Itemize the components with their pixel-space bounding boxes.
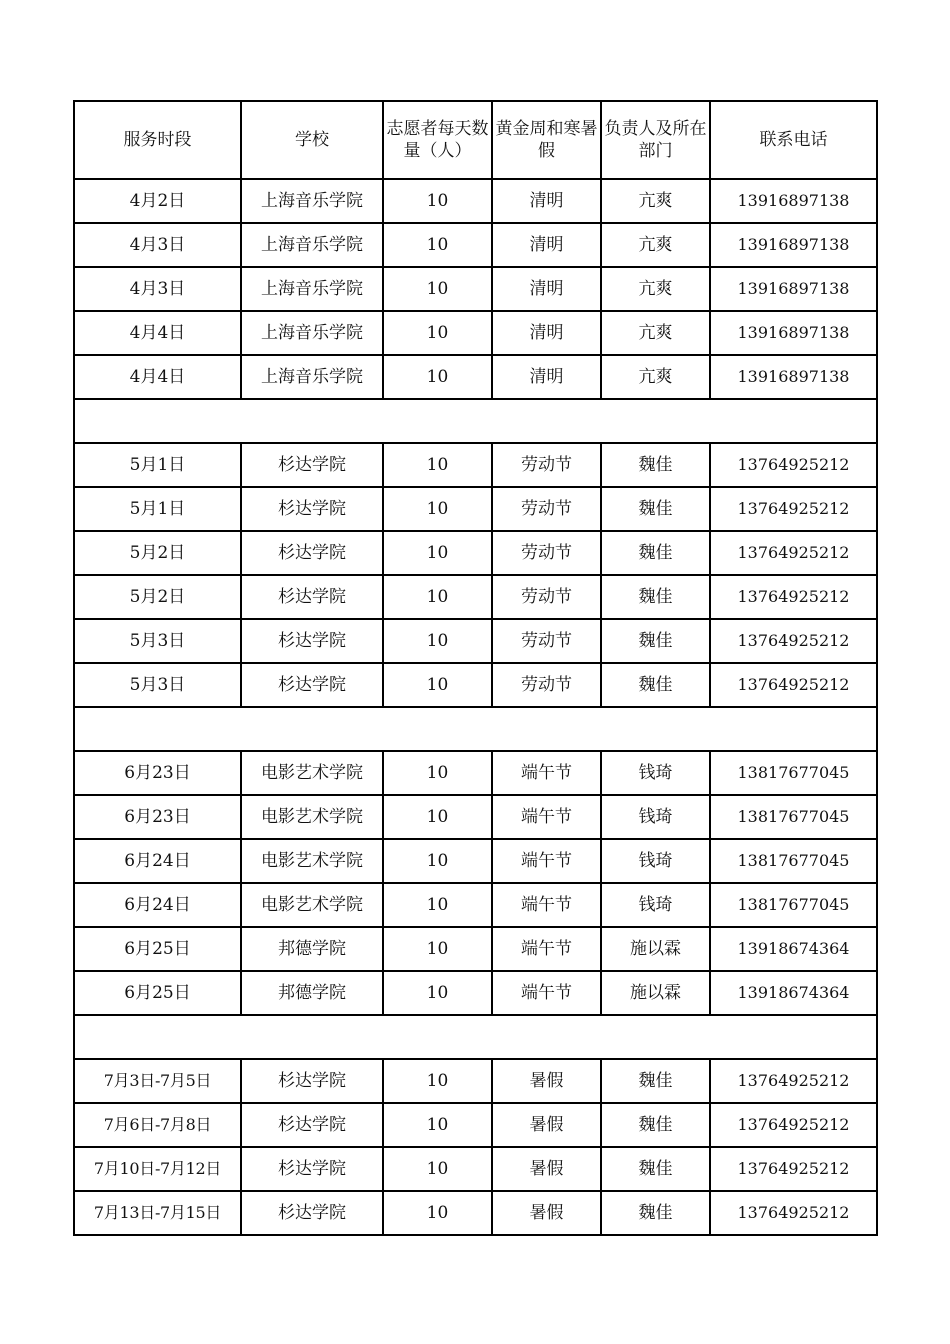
cell-period: 7月6日-7月8日 (74, 1103, 241, 1147)
cell-volunteers: 10 (383, 531, 492, 575)
cell-school: 杉达学院 (241, 1191, 383, 1235)
cell-manager: 钱琦 (601, 839, 710, 883)
table-row (74, 927, 877, 971)
header-period: 服务时段 (74, 101, 241, 179)
cell-period: 4月4日 (74, 355, 241, 399)
cell-manager: 魏佳 (601, 1147, 710, 1191)
cell-holiday: 暑假 (492, 1191, 601, 1235)
cell-phone: 13916897138 (710, 267, 877, 311)
cell-manager: 亢爽 (601, 223, 710, 267)
cell-volunteers: 10 (383, 1059, 492, 1103)
cell-volunteers: 10 (383, 927, 492, 971)
cell-period: 6月23日 (74, 795, 241, 839)
cell-manager: 魏佳 (601, 1103, 710, 1147)
cell-school: 上海音乐学院 (241, 179, 383, 223)
cell-phone: 13817677045 (710, 751, 877, 795)
cell-phone: 13764925212 (710, 443, 877, 487)
cell-school: 上海音乐学院 (241, 311, 383, 355)
cell-period: 7月10日-7月12日 (74, 1147, 241, 1191)
cell-school: 杉达学院 (241, 1059, 383, 1103)
cell-holiday: 端午节 (492, 883, 601, 927)
cell-manager: 施以霖 (601, 971, 710, 1015)
table-body (74, 179, 877, 1235)
table-row (74, 1103, 877, 1147)
cell-volunteers: 10 (383, 663, 492, 707)
cell-period: 4月4日 (74, 311, 241, 355)
cell-holiday: 劳动节 (492, 443, 601, 487)
cell-volunteers: 10 (383, 1191, 492, 1235)
cell-manager: 亢爽 (601, 355, 710, 399)
cell-period: 5月2日 (74, 575, 241, 619)
table-row (74, 443, 877, 487)
table-row (74, 883, 877, 927)
cell-school: 邦德学院 (241, 927, 383, 971)
cell-volunteers: 10 (383, 223, 492, 267)
cell-holiday: 清明 (492, 223, 601, 267)
cell-volunteers: 10 (383, 619, 492, 663)
table-row (74, 575, 877, 619)
cell-phone: 13764925212 (710, 531, 877, 575)
table-row (74, 663, 877, 707)
cell-holiday: 劳动节 (492, 619, 601, 663)
cell-phone: 13817677045 (710, 795, 877, 839)
cell-period: 5月1日 (74, 443, 241, 487)
cell-school: 杉达学院 (241, 1147, 383, 1191)
header-manager: 负责人及所在部门 (601, 101, 710, 179)
cell-holiday: 暑假 (492, 1059, 601, 1103)
cell-school: 杉达学院 (241, 663, 383, 707)
cell-volunteers: 10 (383, 839, 492, 883)
table-row (74, 355, 877, 399)
cell-school: 杉达学院 (241, 531, 383, 575)
cell-volunteers: 10 (383, 487, 492, 531)
cell-school: 电影艺术学院 (241, 839, 383, 883)
cell-phone: 13916897138 (710, 311, 877, 355)
table-row (74, 311, 877, 355)
cell-school: 杉达学院 (241, 443, 383, 487)
group-separator-cell (74, 707, 877, 751)
cell-manager: 施以霖 (601, 927, 710, 971)
cell-volunteers: 10 (383, 267, 492, 311)
table-row (74, 179, 877, 223)
table-row (74, 1147, 877, 1191)
cell-holiday: 清明 (492, 311, 601, 355)
cell-manager: 魏佳 (601, 619, 710, 663)
cell-phone: 13918674364 (710, 971, 877, 1015)
cell-school: 杉达学院 (241, 487, 383, 531)
cell-school: 杉达学院 (241, 619, 383, 663)
header-school: 学校 (241, 101, 383, 179)
cell-manager: 钱琦 (601, 883, 710, 927)
cell-holiday: 劳动节 (492, 663, 601, 707)
cell-holiday: 劳动节 (492, 531, 601, 575)
cell-holiday: 端午节 (492, 927, 601, 971)
cell-manager: 亢爽 (601, 179, 710, 223)
cell-period: 6月23日 (74, 751, 241, 795)
cell-period: 5月3日 (74, 619, 241, 663)
group-separator-cell (74, 399, 877, 443)
cell-period: 5月2日 (74, 531, 241, 575)
cell-holiday: 清明 (492, 179, 601, 223)
cell-manager: 亢爽 (601, 311, 710, 355)
cell-volunteers: 10 (383, 311, 492, 355)
table-row (74, 1059, 877, 1103)
group-separator-row (74, 399, 877, 443)
header-holiday: 黄金周和寒暑假 (492, 101, 601, 179)
cell-school: 邦德学院 (241, 971, 383, 1015)
cell-period: 4月2日 (74, 179, 241, 223)
group-separator-cell (74, 1015, 877, 1059)
header-row (74, 101, 877, 179)
cell-school: 电影艺术学院 (241, 883, 383, 927)
table-row (74, 223, 877, 267)
cell-holiday: 清明 (492, 355, 601, 399)
cell-school: 电影艺术学院 (241, 751, 383, 795)
cell-volunteers: 10 (383, 443, 492, 487)
table-row (74, 839, 877, 883)
cell-school: 电影艺术学院 (241, 795, 383, 839)
table-row (74, 487, 877, 531)
table-row (74, 751, 877, 795)
group-separator-row (74, 707, 877, 751)
cell-phone: 13764925212 (710, 1103, 877, 1147)
group-separator-row (74, 1015, 877, 1059)
cell-holiday: 端午节 (492, 971, 601, 1015)
cell-volunteers: 10 (383, 751, 492, 795)
cell-period: 6月24日 (74, 839, 241, 883)
cell-holiday: 暑假 (492, 1147, 601, 1191)
cell-volunteers: 10 (383, 355, 492, 399)
cell-phone: 13916897138 (710, 223, 877, 267)
cell-manager: 魏佳 (601, 531, 710, 575)
table-row (74, 795, 877, 839)
table-row (74, 1191, 877, 1235)
cell-manager: 魏佳 (601, 1059, 710, 1103)
cell-manager: 魏佳 (601, 663, 710, 707)
cell-period: 6月24日 (74, 883, 241, 927)
volunteer-schedule-table (73, 100, 878, 1236)
table-row (74, 971, 877, 1015)
cell-school: 杉达学院 (241, 575, 383, 619)
cell-phone: 13764925212 (710, 619, 877, 663)
header-phone: 联系电话 (710, 101, 877, 179)
cell-period: 4月3日 (74, 267, 241, 311)
cell-phone: 13764925212 (710, 575, 877, 619)
header-volunteers: 志愿者每天数量（人） (383, 101, 492, 179)
cell-manager: 魏佳 (601, 487, 710, 531)
cell-volunteers: 10 (383, 575, 492, 619)
cell-volunteers: 10 (383, 883, 492, 927)
cell-holiday: 端午节 (492, 751, 601, 795)
cell-phone: 13916897138 (710, 355, 877, 399)
cell-holiday: 端午节 (492, 839, 601, 883)
cell-period: 7月3日-7月5日 (74, 1059, 241, 1103)
cell-school: 上海音乐学院 (241, 267, 383, 311)
cell-phone: 13764925212 (710, 1147, 877, 1191)
cell-volunteers: 10 (383, 1147, 492, 1191)
cell-holiday: 劳动节 (492, 575, 601, 619)
cell-period: 7月13日-7月15日 (74, 1191, 241, 1235)
cell-manager: 钱琦 (601, 795, 710, 839)
cell-manager: 魏佳 (601, 443, 710, 487)
table-row (74, 267, 877, 311)
cell-holiday: 劳动节 (492, 487, 601, 531)
cell-volunteers: 10 (383, 179, 492, 223)
cell-holiday: 清明 (492, 267, 601, 311)
table-row (74, 531, 877, 575)
cell-phone: 13918674364 (710, 927, 877, 971)
cell-period: 6月25日 (74, 927, 241, 971)
cell-school: 杉达学院 (241, 1103, 383, 1147)
cell-manager: 亢爽 (601, 267, 710, 311)
cell-school: 上海音乐学院 (241, 355, 383, 399)
cell-period: 5月1日 (74, 487, 241, 531)
cell-phone: 13817677045 (710, 883, 877, 927)
cell-phone: 13764925212 (710, 663, 877, 707)
cell-manager: 钱琦 (601, 751, 710, 795)
cell-school: 上海音乐学院 (241, 223, 383, 267)
cell-period: 5月3日 (74, 663, 241, 707)
table-row (74, 619, 877, 663)
cell-phone: 13817677045 (710, 839, 877, 883)
cell-volunteers: 10 (383, 795, 492, 839)
cell-phone: 13764925212 (710, 1191, 877, 1235)
cell-period: 6月25日 (74, 971, 241, 1015)
cell-phone: 13764925212 (710, 487, 877, 531)
cell-holiday: 端午节 (492, 795, 601, 839)
cell-manager: 魏佳 (601, 575, 710, 619)
cell-period: 4月3日 (74, 223, 241, 267)
cell-phone: 13916897138 (710, 179, 877, 223)
cell-holiday: 暑假 (492, 1103, 601, 1147)
cell-manager: 魏佳 (601, 1191, 710, 1235)
cell-volunteers: 10 (383, 971, 492, 1015)
cell-phone: 13764925212 (710, 1059, 877, 1103)
cell-volunteers: 10 (383, 1103, 492, 1147)
